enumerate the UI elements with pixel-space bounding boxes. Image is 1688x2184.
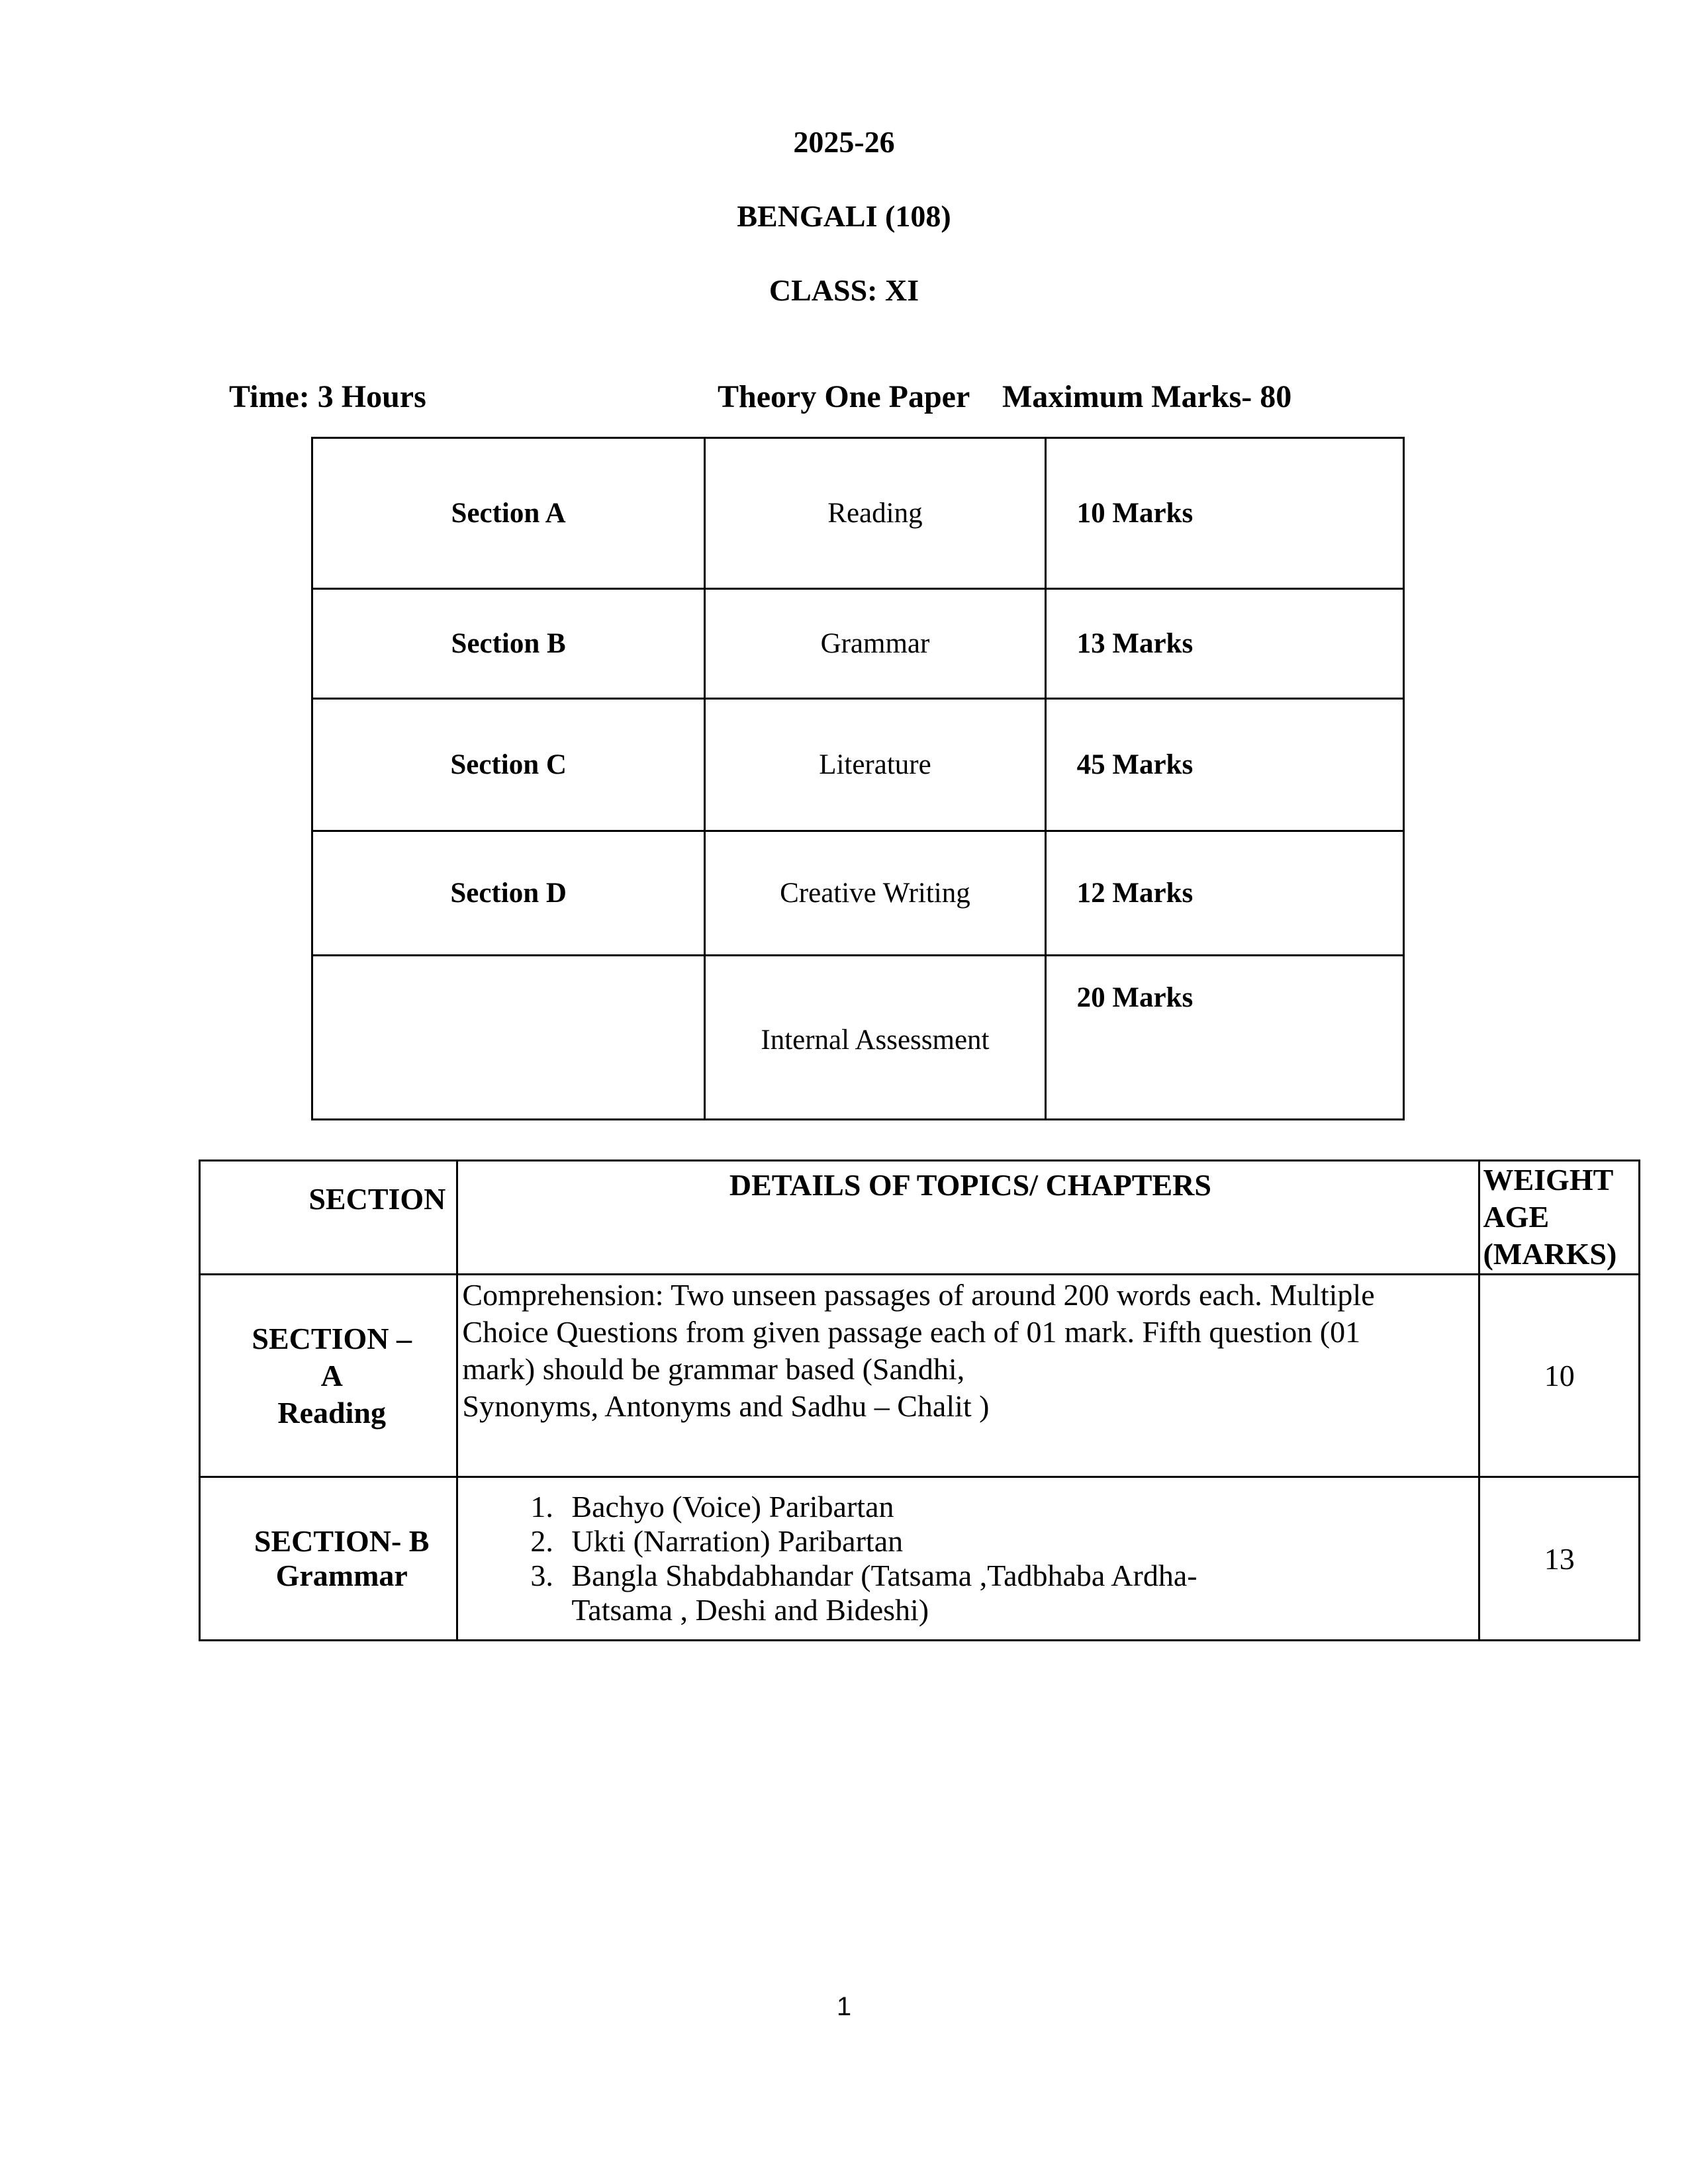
section-b-cell xyxy=(200,1477,457,1641)
summary-row xyxy=(312,831,1404,956)
details-header-row xyxy=(200,1161,1640,1275)
list-item xyxy=(561,1559,1478,1627)
summary-area-cell: Grammar xyxy=(705,589,1045,699)
list-item-line: Tatsama , Deshi and Bideshi) xyxy=(571,1593,929,1627)
header-section: SECTION xyxy=(200,1161,457,1275)
list-item: 1. Bachyo (Voice) Paribartan xyxy=(561,1490,1478,1524)
grammar-topic-list xyxy=(458,1490,1478,1627)
summary-row xyxy=(312,589,1404,699)
summary-marks-cell: 10 Marks xyxy=(1045,438,1403,589)
summary-row xyxy=(312,699,1404,831)
subject-heading: BENGALI (108) xyxy=(737,199,951,233)
max-marks-label: Maximum Marks- 80 xyxy=(1002,379,1292,414)
list-item-line: Bangla Shabdabhandar (Tatsama ,Tadbhaba Ardha- xyxy=(571,1559,1197,1592)
section-b-weight: 13 xyxy=(1479,1477,1640,1641)
paper-label: Theory One Paper xyxy=(718,379,970,414)
summary-area-cell: Creative Writing xyxy=(705,831,1045,956)
header-weightage-line: AGE xyxy=(1483,1200,1550,1234)
section-a-cell xyxy=(200,1275,457,1477)
summary-marks-cell: 12 Marks xyxy=(1045,831,1403,956)
summary-section-cell: Section C xyxy=(312,699,705,831)
header-weightage-line: WEIGHT xyxy=(1483,1163,1614,1197)
summary-row xyxy=(312,438,1404,589)
section-a-weight: 10 xyxy=(1479,1275,1640,1477)
summary-section-cell: Section D xyxy=(312,831,705,956)
list-item: 2. Ukti (Narration) Paribartan xyxy=(561,1524,1478,1559)
section-a-details-line: Choice Questions from given passage each of 01 mark. Fifth question (01 xyxy=(462,1315,1361,1349)
summary-section-cell xyxy=(312,956,705,1120)
header-weightage xyxy=(1479,1161,1640,1275)
summary-section-cell: Section B xyxy=(312,589,705,699)
section-a-details-line: Comprehension: Two unseen passages of around 200 words each. Multiple xyxy=(462,1278,1375,1312)
summary-section-cell: Section A xyxy=(312,438,705,589)
details-row-section-b xyxy=(200,1477,1640,1641)
section-a-line: SECTION – xyxy=(252,1321,412,1355)
details-row-section-a xyxy=(200,1275,1640,1477)
section-b-line: SECTION- B xyxy=(254,1524,430,1558)
section-a-details-line: mark) should be grammar based (Sandhi, xyxy=(462,1352,965,1386)
details-table xyxy=(199,1160,1640,1641)
section-a-line: Reading xyxy=(277,1395,386,1430)
time-label: Time: 3 Hours xyxy=(229,379,426,414)
summary-marks-cell: 45 Marks xyxy=(1045,699,1403,831)
summary-marks-cell: 20 Marks xyxy=(1045,956,1403,1120)
summary-marks-cell: 13 Marks xyxy=(1045,589,1403,699)
header-weightage-line: (MARKS) xyxy=(1483,1237,1617,1271)
marks-summary-table xyxy=(311,437,1405,1120)
header-details: DETAILS OF TOPICS/ CHAPTERS xyxy=(457,1161,1479,1275)
section-b-details xyxy=(457,1477,1479,1641)
summary-row xyxy=(312,956,1404,1120)
class-heading: CLASS: XI xyxy=(769,273,919,307)
section-b-line: Grammar xyxy=(275,1559,408,1592)
summary-area-cell: Literature xyxy=(705,699,1045,831)
summary-area-cell: Reading xyxy=(705,438,1045,589)
section-a-details xyxy=(457,1275,1479,1477)
page-number: 1 xyxy=(836,1992,852,2021)
year-heading: 2025-26 xyxy=(793,125,895,159)
summary-area-cell: Internal Assessment xyxy=(705,956,1045,1120)
section-a-line: A xyxy=(320,1358,343,1392)
section-a-details-line: Synonyms, Antonyms and Sadhu – Chalit ) xyxy=(462,1389,990,1423)
